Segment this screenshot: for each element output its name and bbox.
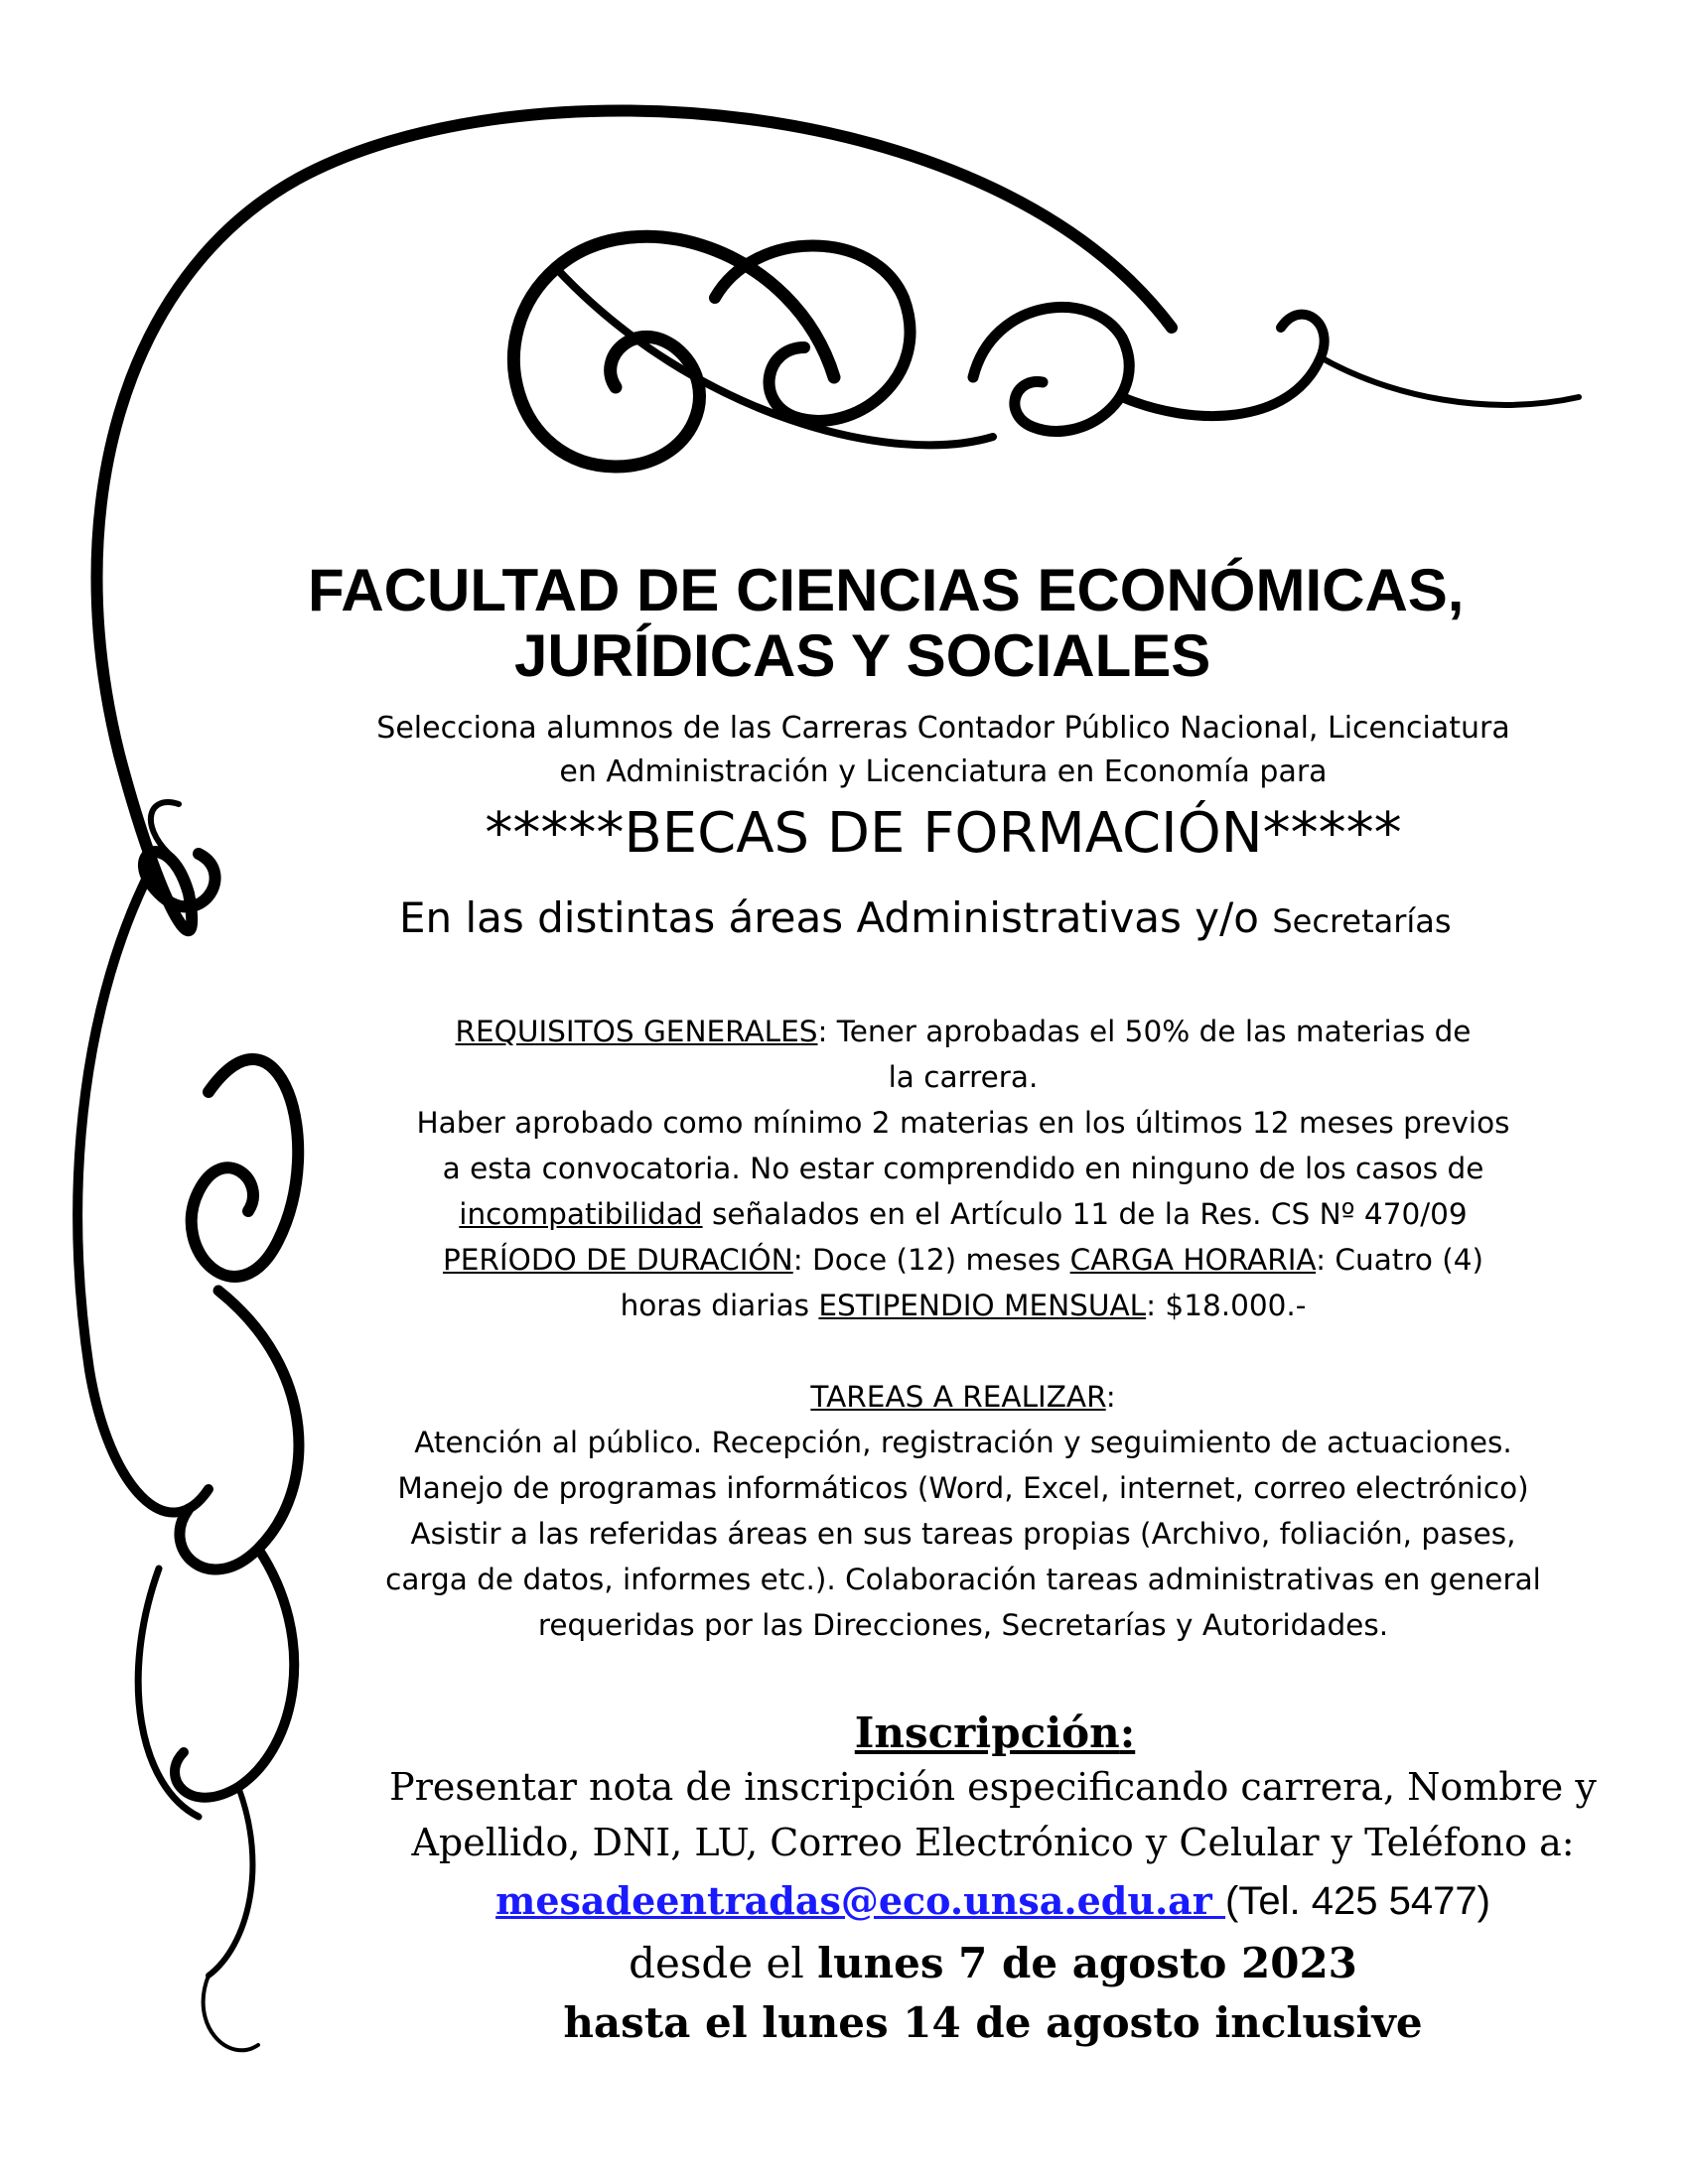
registration-line: Apellido, DNI, LU, Correo Electrónico y Celular y Teléfono a:	[411, 1821, 1575, 1864]
phone-number: (Tel. 425 5477)	[1225, 1879, 1490, 1923]
requirements-label: REQUISITOS GENERALES	[455, 1015, 818, 1048]
hours-label: CARGA HORARIA	[1069, 1243, 1317, 1277]
terms-line	[318, 1237, 1609, 1283]
stipend-label: ESTIPENDIO MENSUAL	[818, 1289, 1147, 1322]
scholarship-heading: *****BECAS DE FORMACIÓN*****	[485, 801, 1402, 866]
task-line: Asistir a las referidas áreas en sus tareas propias (Archivo, foliación, pases,	[410, 1517, 1516, 1551]
tasks-colon: :	[1105, 1380, 1116, 1414]
registration-colon: :	[1119, 1708, 1136, 1757]
intro-text	[318, 707, 1569, 794]
email-link[interactable]: mesadeentradas@eco.unsa.edu.ar	[495, 1878, 1226, 1923]
requirements-text: señalados en el Artículo 11 de la Res. CS Nº 470/09	[702, 1197, 1468, 1231]
task-line: Atención al público. Recepción, registración y seguimiento de actuaciones.	[414, 1426, 1512, 1459]
registration-heading	[350, 1706, 1640, 1761]
areas-subheading	[399, 891, 1452, 948]
requirements-line	[318, 1191, 1609, 1237]
task-line: requeridas por las Direcciones, Secretarías y Autoridades.	[537, 1608, 1389, 1642]
areas-main-text: En las distintas áreas Administrativas y/o	[399, 893, 1259, 942]
stipend-value: : $18.000.-	[1146, 1289, 1307, 1322]
tasks-block	[318, 1374, 1609, 1648]
start-date: lunes 7 de agosto 2023	[817, 1939, 1357, 1987]
registration-line: Presentar nota de inscripción especificando carrera, Nombre y	[389, 1765, 1597, 1809]
start-date-line	[338, 1934, 1648, 1993]
contact-line	[338, 1872, 1648, 1930]
requirements-text: : Tener aprobadas el 50% de las materias de	[817, 1015, 1472, 1048]
faculty-title-line2: JURÍDICAS Y SOCIALES	[514, 622, 1211, 689]
requirements-line: la carrera.	[888, 1060, 1039, 1094]
intro-line: Selecciona alumnos de las Carreras Contador Público Nacional, Licenciatura	[376, 711, 1510, 746]
task-line: carga de datos, informes etc.). Colaboración tareas administrativas en general	[385, 1563, 1541, 1596]
terms-line	[318, 1283, 1609, 1328]
intro-line: en Administración y Licenciatura en Economía para	[559, 754, 1328, 789]
requirements-block	[318, 1009, 1609, 1328]
registration-title: Inscripción	[854, 1708, 1120, 1757]
period-label: PERÍODO DE DURACIÓN	[442, 1243, 793, 1277]
incompatibility-term: incompatibilidad	[459, 1197, 703, 1231]
tasks-heading	[318, 1374, 1609, 1420]
period-value: : Doce (12) meses	[792, 1243, 1070, 1277]
task-line: Manejo de programas informáticos (Word, Excel, internet, correo electrónico)	[397, 1471, 1529, 1505]
hours-value-continued: horas diarias	[620, 1289, 819, 1322]
requirements-line: a esta convocatoria. No estar comprendido en ninguno de los casos de	[442, 1152, 1484, 1185]
registration-instructions	[338, 1759, 1648, 1870]
areas-secretariats-text: Secretarías	[1272, 902, 1452, 940]
tasks-label: TAREAS A REALIZAR	[810, 1380, 1106, 1414]
requirements-line	[318, 1009, 1609, 1054]
hours-value: : Cuatro (4)	[1316, 1243, 1484, 1277]
requirements-line: Haber aprobado como mínimo 2 materias en los últimos 12 meses previos	[416, 1106, 1510, 1140]
faculty-title-line1: FACULTAD DE CIENCIAS ECONÓMICAS,	[308, 557, 1465, 623]
start-date-prefix: desde el	[629, 1939, 818, 1987]
end-date-line: hasta el lunes 14 de agosto inclusive	[563, 1998, 1423, 2047]
